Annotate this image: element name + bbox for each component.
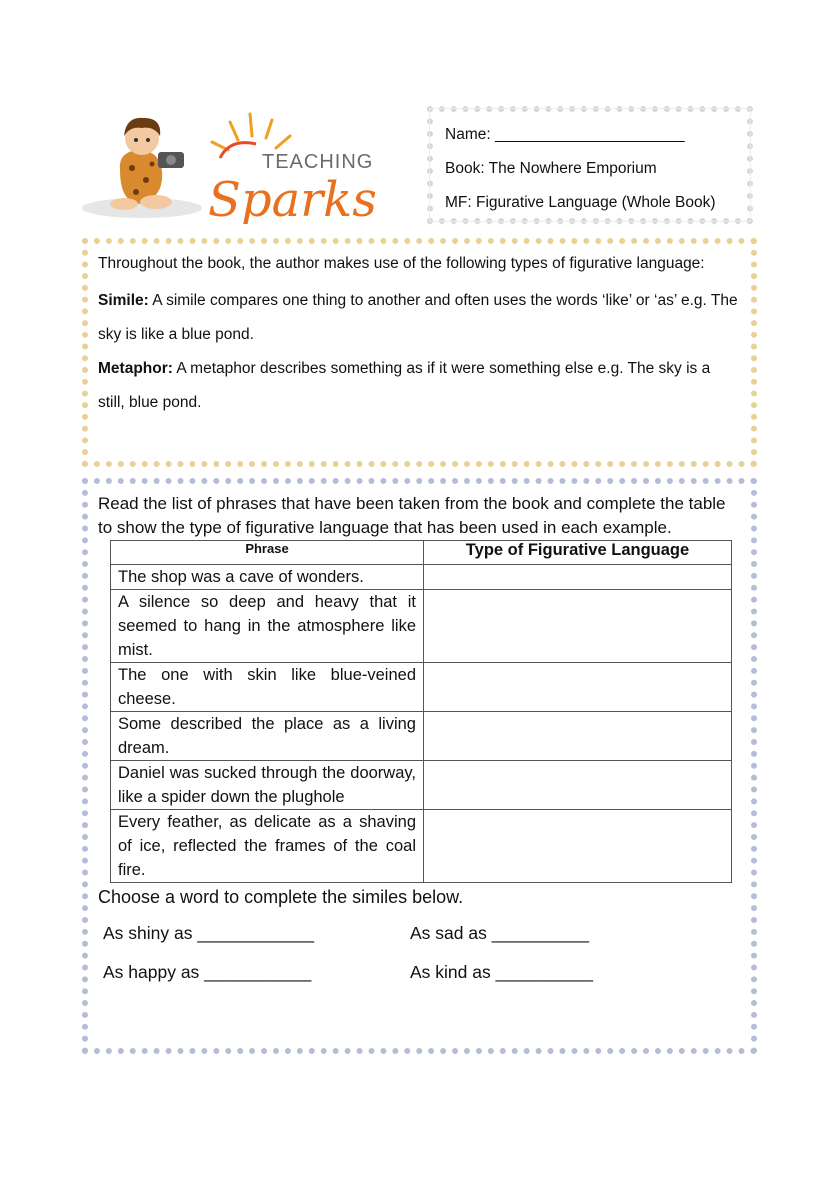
simile-blank-happy[interactable]: As happy as ___________ — [103, 962, 312, 982]
simile-blank-sad[interactable]: As sad as __________ — [410, 923, 590, 943]
student-info-box — [427, 106, 753, 224]
definitions-box — [82, 238, 757, 467]
table-row — [111, 663, 732, 712]
logo-sparks-text: Sparks — [208, 172, 377, 224]
metaphor-definition — [98, 352, 741, 420]
answer-cell[interactable] — [424, 810, 732, 883]
simile-row — [98, 948, 741, 987]
table-row — [111, 810, 732, 883]
table-row — [111, 590, 732, 663]
simile-blank-kind[interactable]: As kind as __________ — [410, 962, 593, 982]
metaphor-term: Metaphor: — [98, 360, 173, 377]
choose-word-prompt: Choose a word to complete the similes below. — [98, 887, 464, 907]
teaching-sparks-logo — [80, 108, 390, 224]
answer-cell[interactable] — [424, 712, 732, 761]
name-line[interactable]: Name: ______________________ — [445, 126, 685, 143]
phrase-cell: A silence so deep and heavy that it seemed to hang in the atmosphere like mist. — [111, 590, 424, 663]
caveman-mascot-icon — [80, 108, 390, 224]
table-row — [111, 761, 732, 810]
table-row — [111, 565, 732, 590]
answer-cell[interactable] — [424, 761, 732, 810]
table-row — [111, 712, 732, 761]
phrase-cell: Daniel was sucked through the doorway, like a spider down the plughole — [111, 761, 424, 810]
simile-definition — [98, 284, 741, 352]
figurative-language-table — [110, 540, 732, 883]
phrase-cell: Some described the place as a living dream. — [111, 712, 424, 761]
phrase-column-header: Phrase — [111, 541, 424, 565]
task-box — [82, 478, 757, 1054]
simile-text: A simile compares one thing to another and often uses the words ‘like’ or ‘as’ e.g. The sky is like a blue pond. — [98, 292, 738, 343]
phrase-cell: Every feather, as delicate as a shaving of ice, reflected the frames of the coal fire. — [111, 810, 424, 883]
phrase-cell: The shop was a cave of wonders. — [111, 565, 424, 590]
simile-row — [98, 909, 741, 948]
simile-term: Simile: — [98, 292, 149, 309]
definitions-intro: Throughout the book, the author makes use of the following types of figurative language: — [98, 255, 705, 272]
type-column-header: Type of Figurative Language — [424, 541, 732, 565]
table-header-row — [111, 541, 732, 565]
phrase-cell: The one with skin like blue-veined cheese. — [111, 663, 424, 712]
logo-teaching-text: TEACHING — [262, 151, 374, 173]
answer-cell[interactable] — [424, 590, 732, 663]
book-line: Book: The Nowhere Emporium — [445, 160, 657, 177]
task-instructions: Read the list of phrases that have been taken from the book and complete the table to show the type of figurative language that has been used in each example. — [98, 494, 726, 537]
simile-blank-shiny[interactable]: As shiny as ____________ — [103, 923, 315, 943]
mf-line: MF: Figurative Language (Whole Book) — [445, 194, 716, 211]
metaphor-text: A metaphor describes something as if it were something else e.g. The sky is a still, blue pond. — [98, 360, 711, 411]
answer-cell[interactable] — [424, 565, 732, 590]
answer-cell[interactable] — [424, 663, 732, 712]
